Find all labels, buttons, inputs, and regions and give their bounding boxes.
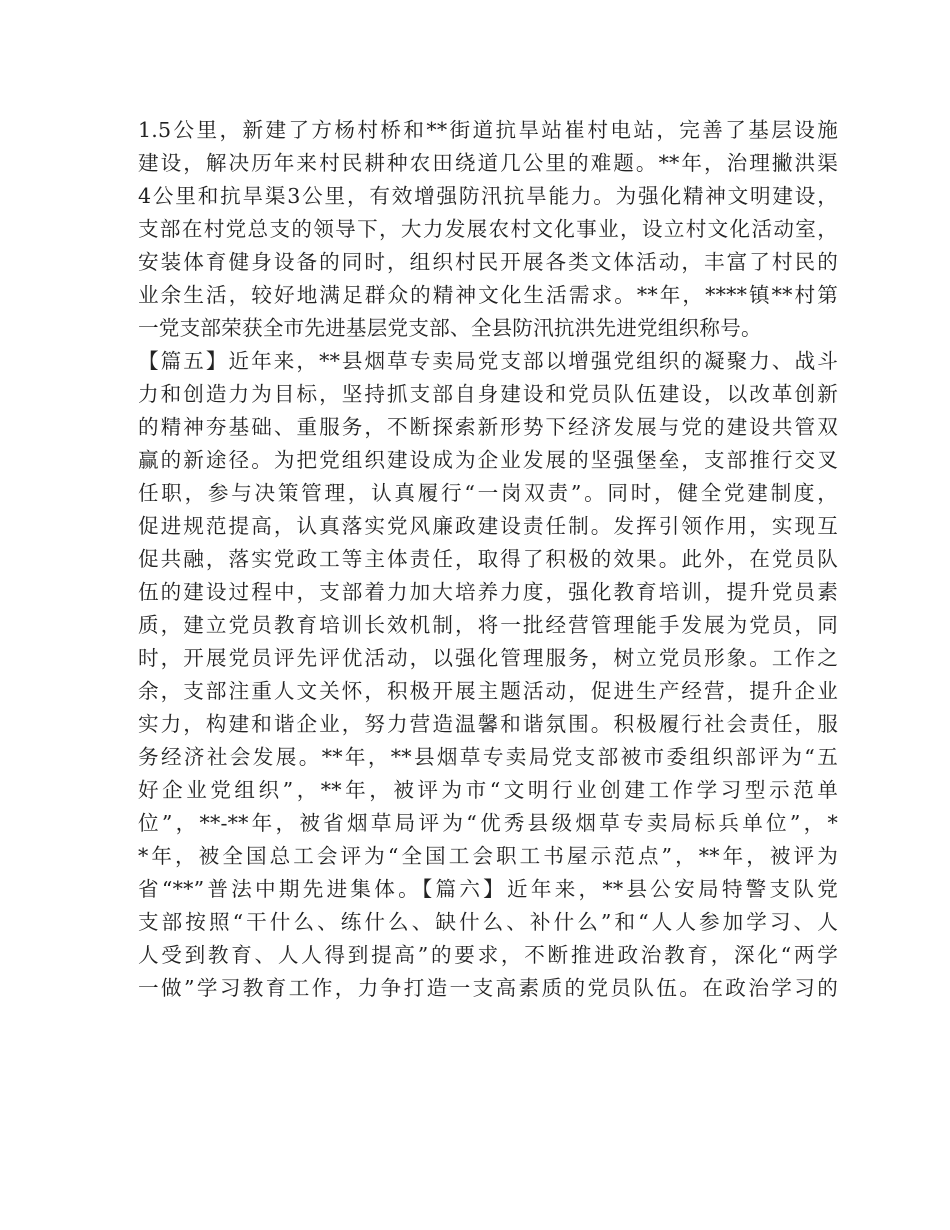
text-line: 安装体育健身设备的同时，组织村民开展各类文体活动，丰富了村民的 [138,250,838,274]
text-line: 好企业党组织”，**年，被评为市“文明行业创建工作学习型示范单 [138,778,838,802]
text-line: 省“**”普法中期先进集体。【篇六】近年来，**县公安局特警支队党 [138,877,838,901]
text-line: 4公里和抗旱渠3公里，有效增强防汛抗旱能力。为强化精神文明建设， [138,184,838,208]
text-line: 实力，构建和谐企业，努力营造温馨和谐氛围。积极履行社会责任，服 [138,712,838,736]
text-line: 一党支部荣获全市先进基层党支部、全县防汛抗洪先进党组织称号。 [138,316,762,340]
text-line: 促进规范提高，认真落实党风廉政建设责任制。发挥引领作用，实现互 [138,514,838,538]
body-text [138,114,838,1005]
text-line: 时，开展党员评先评优活动，以强化管理服务，树立党员形象。工作之 [138,646,838,670]
text-line: 任职，参与决策管理，认真履行“一岗双责”。同时，健全党建制度， [138,481,838,505]
text-line: 位”，**-**年，被省烟草局评为“优秀县级烟草专卖局标兵单位”，* [138,811,838,835]
text-line: 人受到教育、人人得到提高”的要求，不断推进政治教育，深化“两学 [138,943,838,967]
text-line: 质，建立党员教育培训长效机制，将一批经营管理能手发展为党员，同 [138,613,838,637]
text-line: 务经济社会发展。**年，**县烟草专卖局党支部被市委组织部评为“五 [138,745,838,769]
text-line: 1.5公里，新建了方杨村桥和**街道抗旱站崔村电站，完善了基层设施 [138,118,838,142]
text-line: 的精神夯基础、重服务，不断探索新形势下经济发展与党的建设共管双 [138,415,838,439]
text-line: 一做”学习教育工作，力争打造一支高素质的党员队伍。在政治学习的 [138,976,838,1000]
text-line: 【篇五】近年来，**县烟草专卖局党支部以增强党组织的凝聚力、战斗 [138,349,838,373]
text-line: 赢的新途径。为把党组织建设成为企业发展的坚强堡垒，支部推行交叉 [138,448,838,472]
text-line: 促共融，落实党政工等主体责任，取得了积极的效果。此外，在党员队 [138,547,838,571]
text-line: *年，被全国总工会评为“全国工会职工书屋示范点”，**年，被评为 [138,844,838,868]
text-line: 余，支部注重人文关怀，积极开展主题活动，促进生产经营，提升企业 [138,679,838,703]
text-line: 伍的建设过程中，支部着力加大培养力度，强化教育培训，提升党员素 [138,580,838,604]
text-line: 业余生活，较好地满足群众的精神文化生活需求。**年，****镇**村第 [138,283,838,307]
text-line: 支部在村党总支的领导下，大力发展农村文化事业，设立村文化活动室， [138,217,838,241]
text-line: 建设，解决历年来村民耕种农田绕道几公里的难题。**年，治理撇洪渠 [138,151,838,175]
text-line: 支部按照“干什么、练什么、缺什么、补什么”和“人人参加学习、人 [138,910,838,934]
text-line: 力和创造力为目标，坚持抓支部自身建设和党员队伍建设，以改革创新 [138,382,838,406]
